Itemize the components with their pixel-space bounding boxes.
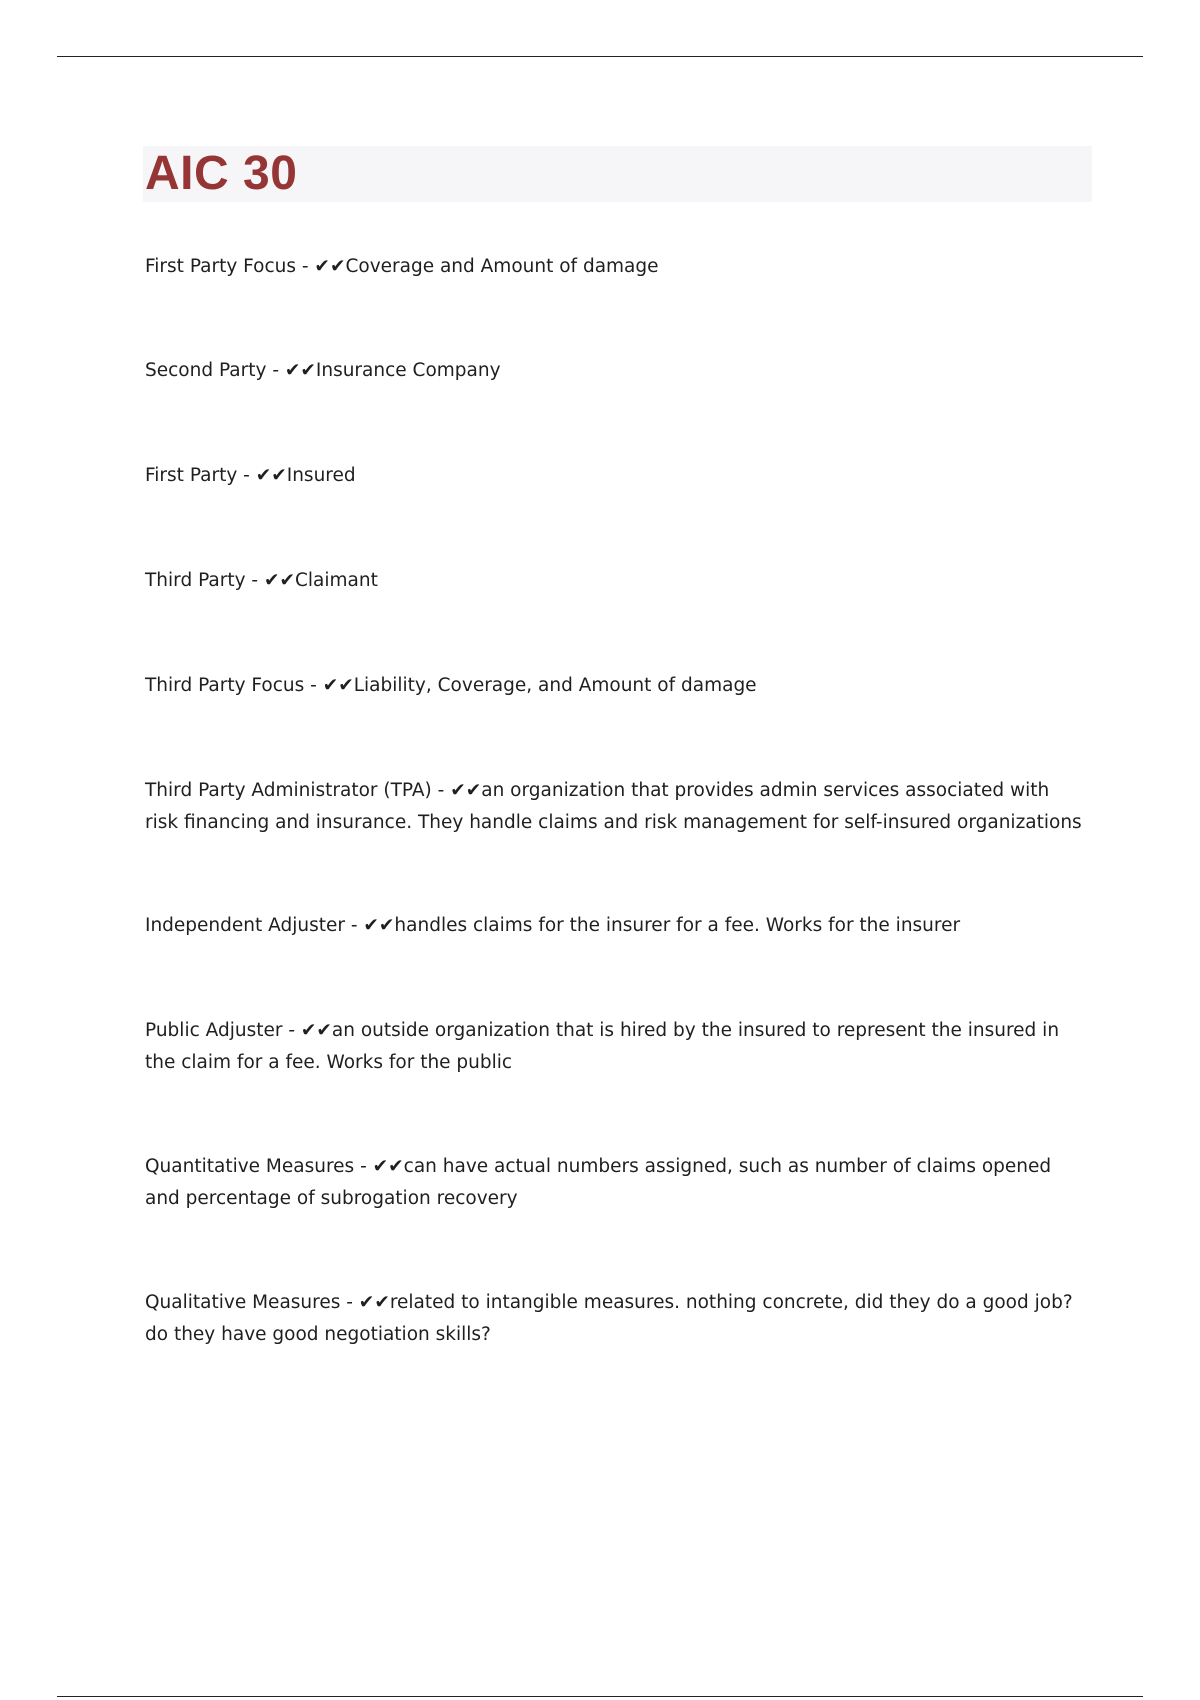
entry-separator: - ✔✔ [354, 1156, 404, 1177]
entry-separator: - ✔✔ [431, 780, 482, 801]
entry-separator: - ✔✔ [266, 360, 316, 381]
entry-qualitative-measures [145, 1287, 1085, 1351]
entry-separator: - ✔✔ [296, 256, 346, 277]
entry-separator: - ✔✔ [340, 1292, 390, 1313]
top-rule [57, 56, 1143, 57]
entry-definition: an organization that provides admin services associated with risk financing and insurance. They handle claims and risk management for self-insured organizations [145, 780, 1082, 833]
entry-term: Public Adjuster [145, 1020, 283, 1041]
entry-separator: - ✔✔ [282, 1020, 332, 1041]
entry-definition: Claimant [295, 570, 378, 591]
entry-public-adjuster [145, 1015, 1085, 1079]
entry-definition: Coverage and Amount of damage [345, 256, 659, 277]
entry-separator: - ✔✔ [344, 915, 395, 936]
entry-term: Third Party Administrator (TPA) [145, 780, 432, 801]
entry-term: Independent Adjuster [145, 915, 345, 936]
entry-definition: can have actual numbers assigned, such as number of claims opened and percentage of subrogation recovery [145, 1156, 1052, 1209]
entry-third-party [145, 565, 1085, 597]
entry-first-party-focus [145, 251, 1085, 283]
entry-third-party-focus [145, 670, 1085, 702]
entry-definition: an outside organization that is hired by the insured to represent the insured in the claim for a fee. Works for the public [145, 1020, 1060, 1073]
entry-separator: - ✔✔ [304, 675, 354, 696]
entry-definition: Insurance Company [315, 360, 501, 381]
entry-term: Quantitative Measures [145, 1156, 355, 1177]
page-title: AIC 30 [145, 147, 298, 200]
entry-term: Third Party [145, 570, 246, 591]
entry-quantitative-measures [145, 1151, 1085, 1215]
entry-separator: - ✔✔ [237, 465, 287, 486]
entry-term: Third Party Focus [145, 675, 305, 696]
entry-definition: Insured [286, 465, 356, 486]
entry-independent-adjuster [145, 910, 1085, 942]
entry-definition: related to intangible measures. nothing concrete, did they do a good job? do they have good negotiation skills? [145, 1292, 1073, 1345]
bottom-rule [57, 1696, 1143, 1697]
entry-definition: Liability, Coverage, and Amount of damage [353, 675, 757, 696]
entry-separator: - ✔✔ [245, 570, 295, 591]
entry-definition: handles claims for the insurer for a fee. Works for the insurer [394, 915, 961, 936]
entry-term: First Party [145, 465, 238, 486]
entry-term: Second Party [145, 360, 267, 381]
entry-term: Qualitative Measures [145, 1292, 341, 1313]
entry-second-party [145, 355, 1085, 387]
entry-first-party [145, 460, 1085, 492]
entry-third-party-administrator [145, 775, 1085, 839]
entry-term: First Party Focus [145, 256, 296, 277]
